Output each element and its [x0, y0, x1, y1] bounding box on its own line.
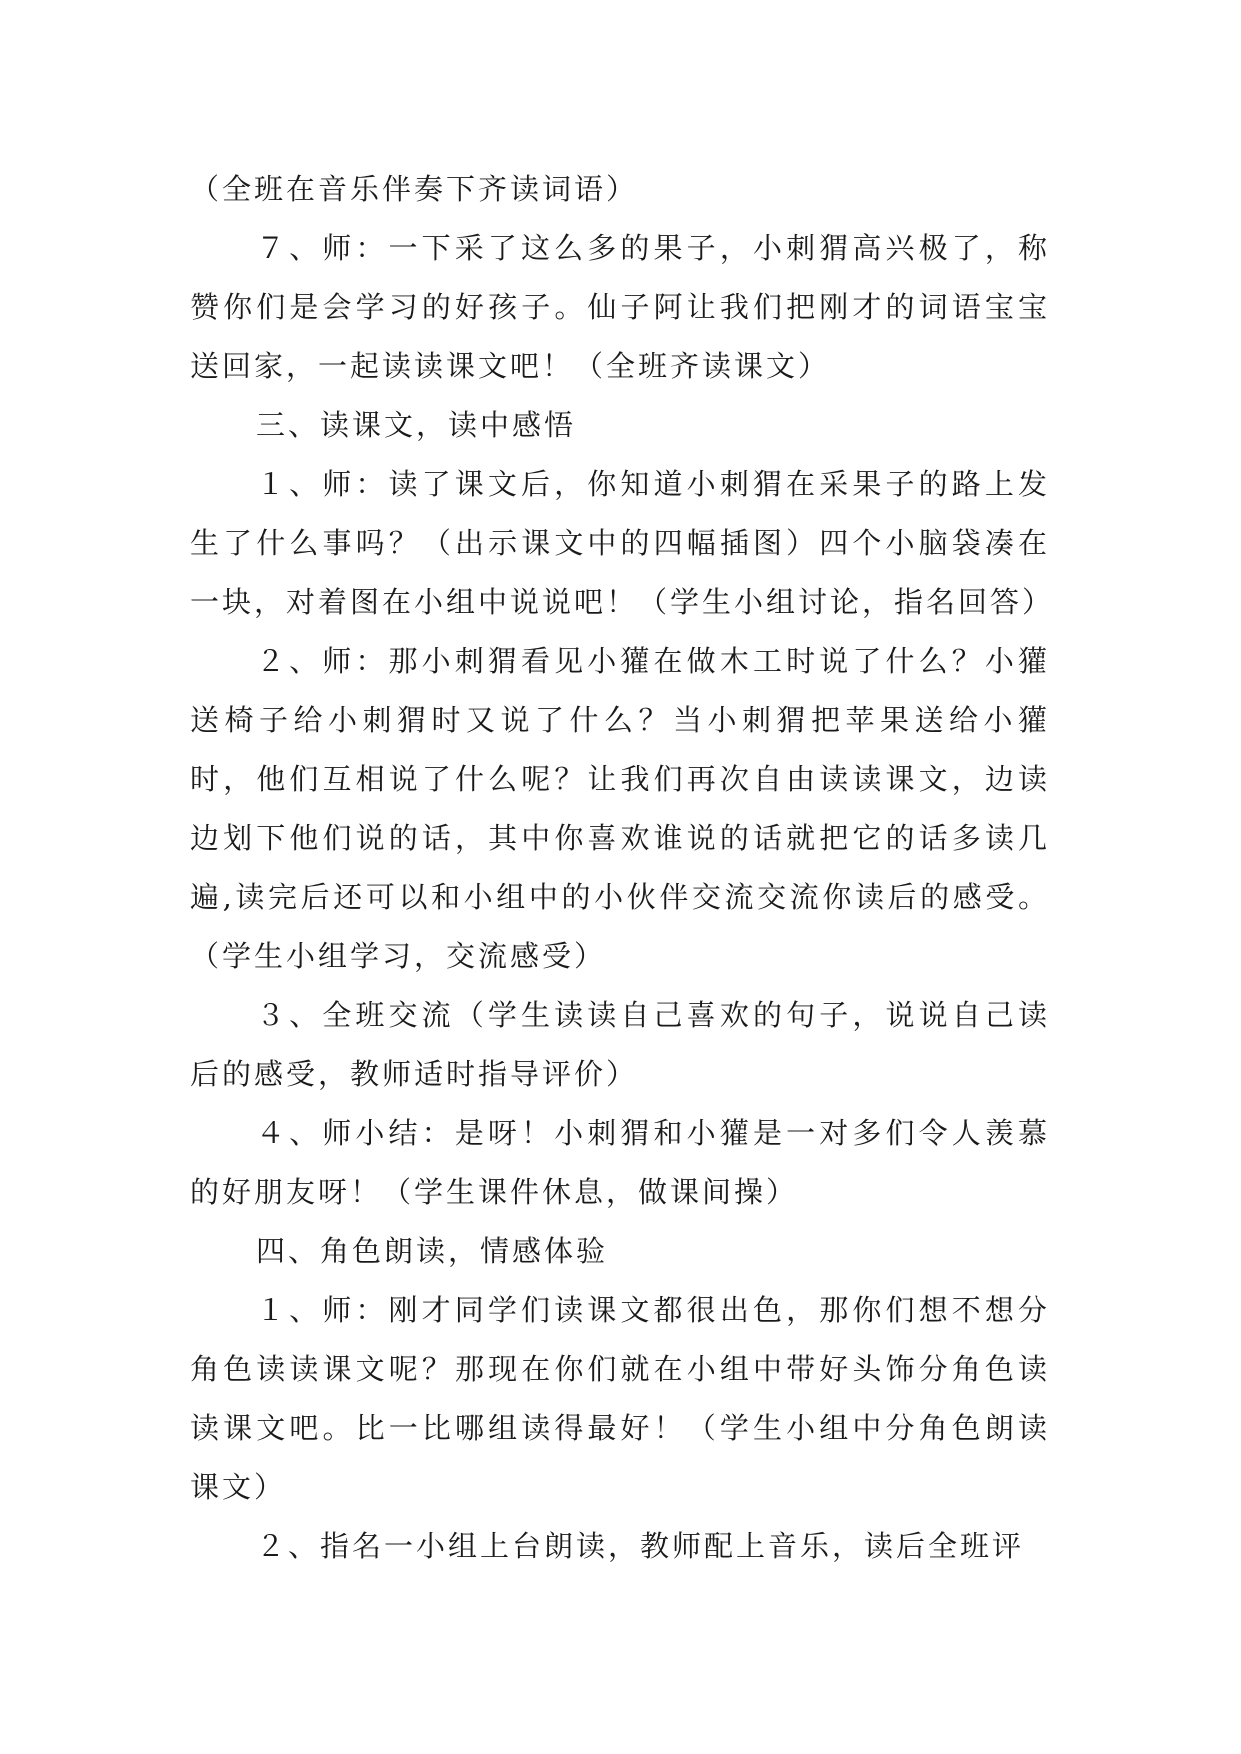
paragraph-step-3-3: ３、全班交流（学生读读自己喜欢的句子，说说自己读后的感受，教师适时指导评价） [190, 998, 1050, 1091]
section-heading-4: 四、角色朗读，情感体验 [256, 1234, 609, 1268]
paragraph-step-3-2: ２、师：那小刺猬看见小獾在做木工时说了什么？小獾送椅子给小刺猬时又说了什么？当小刺猬把苹果送给小獾时，他们互相说了什么呢？让我们再次自由读读课文，边读边划下他们说的话，其中你喜欢谁说的话就把它的话多读几遍,读完后还可以和小组中的小伙伴交流交流你读后的感受。（学生小组学习，交流感受） [190, 644, 1050, 973]
paragraph-class-reads-words: （全班在音乐伴奏下齐读词语） [190, 172, 639, 206]
section-heading-3: 三、读课文，读中感悟 [256, 408, 577, 442]
document-page [190, 160, 1055, 1576]
paragraph-step-4-1: １、师：刚才同学们读课文都很出色，那你们想不想分角色读读课文呢？那现在你们就在小组中带好头饰分角色读读课文吧。比一比哪组读得最好！（学生小组中分角色朗读课文） [190, 1293, 1050, 1504]
paragraph-step-3-1: １、师：读了课文后，你知道小刺猬在采果子的路上发生了什么事吗？（出示课文中的四幅插图）四个小脑袋凑在一块，对着图在小组中说说吧！（学生小组讨论，指名回答） [190, 467, 1055, 619]
paragraph-step-3-4: ４、师小结：是呀！小刺猬和小獾是一对多们令人羡慕的好朋友呀！（学生课件休息，做课间操） [190, 1116, 1050, 1209]
paragraph-step-4-2: ２、指名一小组上台朗读，教师配上音乐，读后全班评 [256, 1529, 1025, 1563]
paragraph-step-7: ７、师：一下采了这么多的果子，小刺猬高兴极了，称赞你们是会学习的好孩子。仙子阿让我们把刚才的词语宝宝送回家，一起读读课文吧！（全班齐读课文） [190, 231, 1050, 383]
